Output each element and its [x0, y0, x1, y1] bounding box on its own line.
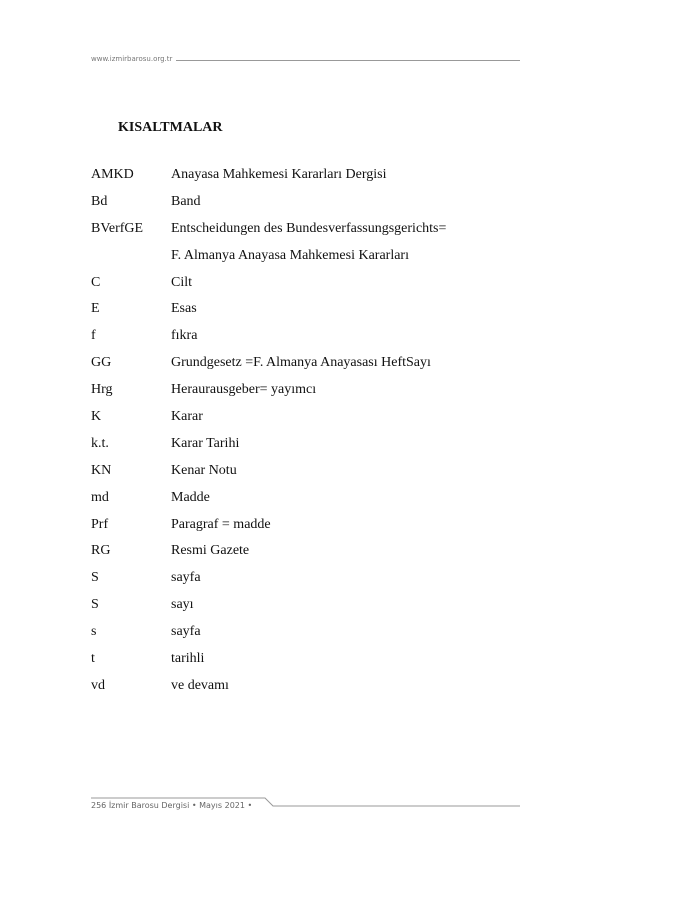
abbreviation: GG [91, 355, 112, 371]
definition: Anayasa Mahkemesi Kararları Dergisi [171, 167, 387, 182]
abbreviation: KN [91, 462, 112, 478]
abbreviation: RG [91, 543, 111, 559]
definition: F. Almanya Anayasa Mahkemesi Kararları [171, 247, 409, 263]
abbreviation: Prf [91, 516, 109, 532]
abbreviation: f [91, 328, 96, 344]
definition: Band [171, 193, 201, 209]
abbreviation: s [91, 624, 97, 640]
abbreviation: md [91, 489, 109, 505]
definition: Esas [171, 301, 197, 317]
abbreviation: AMKD [91, 167, 134, 182]
definition: sayfa [171, 570, 201, 586]
header-url: www.izmirbarosu.org.tr [91, 55, 173, 63]
definition: sayfa [171, 624, 201, 640]
definition: Resmi Gazete [171, 543, 250, 559]
abbreviation: C [91, 274, 101, 290]
definition: Entscheidungen des Bundesverfassungsgerichts= [171, 220, 447, 236]
abbreviation: E [91, 301, 100, 317]
abbreviation: Bd [91, 193, 108, 209]
definition: Kenar Notu [171, 462, 237, 478]
definition: Cilt [171, 274, 193, 290]
definition: Madde [171, 489, 210, 505]
definition: Karar Tarihi [171, 435, 240, 451]
definition: Heraurausgeber= yayımcı [171, 382, 317, 398]
definition: ve devamı [171, 677, 229, 693]
definition: fıkra [171, 328, 198, 344]
definition: Grundgesetz =F. Almanya Anayasası HeftSayı [171, 355, 431, 371]
definition: tarihli [171, 651, 205, 667]
abbreviation: vd [91, 677, 105, 693]
abbreviation: S [91, 570, 99, 586]
section-title: KISALTMALAR [118, 120, 223, 135]
abbreviation: BVerfGE [91, 220, 144, 236]
abbreviation: t [91, 651, 95, 667]
abbreviation: S [91, 597, 99, 613]
footer-text: 256 İzmir Barosu Dergisi • Mayıs 2021 • [91, 801, 253, 810]
abbreviation: k.t. [91, 435, 109, 451]
definition: Karar [171, 409, 203, 425]
abbreviation: Hrg [91, 382, 113, 398]
definition: Paragraf = madde [171, 516, 271, 532]
abbreviation: K [91, 409, 102, 425]
definition: sayı [171, 597, 194, 613]
